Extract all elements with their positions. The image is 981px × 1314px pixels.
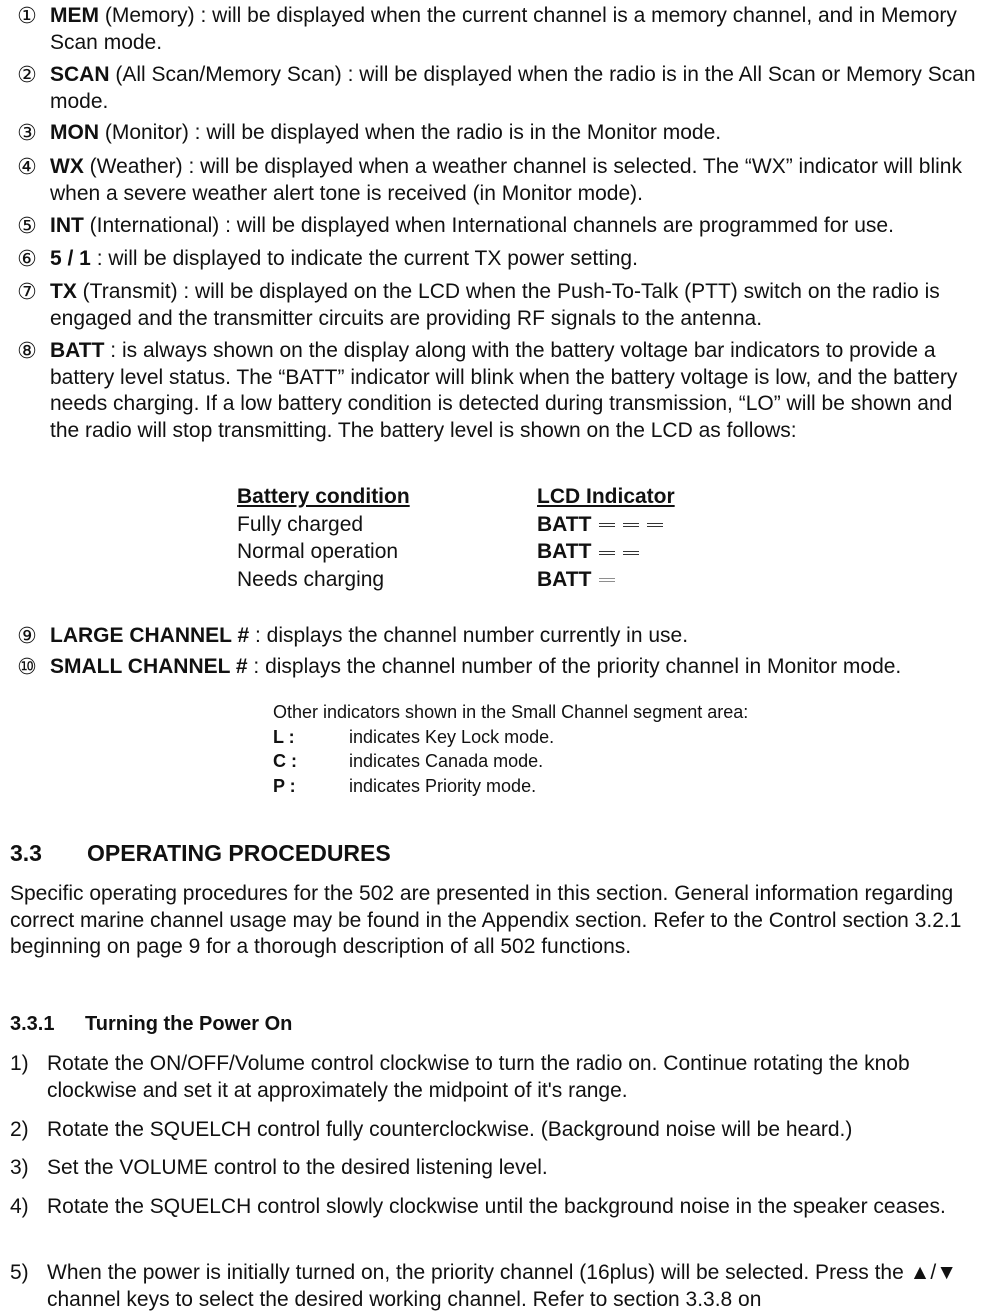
- indicator-description: : displays the channel number currently in use.: [249, 624, 689, 647]
- indicator-description: (Memory) : will be displayed when the current channel is a memory channel, and in Memory Scan mode.: [50, 4, 957, 54]
- indicator-meaning: indicates Canada mode.: [349, 751, 544, 771]
- indicator-description: (Transmit) : will be displayed on the LCD when the Push-To-Talk (PTT) switch on the radio is engaged and the transmitter circuits are providing RF signals to the antenna.: [50, 280, 940, 330]
- section-heading: [10, 840, 391, 867]
- table-row: [237, 567, 737, 595]
- subsection-number: 3.3.1: [10, 1013, 55, 1035]
- indicator-name: TX: [50, 280, 77, 303]
- item-number: ②: [17, 62, 37, 87]
- indicator-name: LARGE CHANNEL #: [50, 624, 250, 647]
- table-header-row: [237, 484, 737, 512]
- item-number: ⑦: [17, 279, 37, 304]
- section-number: 3.3: [10, 840, 42, 866]
- indicator-name: MON: [50, 121, 99, 144]
- item-number: ③: [17, 120, 37, 145]
- step-text: Rotate the SQUELCH control slowly clockwise until the background noise in the speaker ceases.: [47, 1195, 946, 1218]
- lcd-indicator-label: BATT: [537, 540, 592, 563]
- item-number: ④: [17, 154, 37, 179]
- step-text: Rotate the SQUELCH control fully counterclockwise. (Background noise will be heard.): [47, 1118, 853, 1141]
- header-battery-condition: Battery condition: [237, 485, 410, 508]
- list-item: [10, 1194, 975, 1221]
- list-item: [10, 1260, 975, 1313]
- battery-level-table: [237, 484, 737, 594]
- indicator-item-batt: [12, 338, 977, 444]
- indicator-item-wx: [12, 154, 977, 207]
- list-item: [273, 774, 973, 799]
- step-number: 4): [10, 1195, 29, 1218]
- table-row: [237, 512, 737, 540]
- item-number: ①: [17, 3, 37, 28]
- step-text: Rotate the ON/OFF/Volume control clockwise to turn the radio on. Continue rotating the knob clockwise and set it at approximately the midpoint of it's range.: [47, 1052, 910, 1102]
- indicator-description: : will be displayed to indicate the current TX power setting.: [90, 247, 638, 270]
- indicator-item-mon: [12, 120, 977, 147]
- other-indicators-intro: Other indicators shown in the Small Channel segment area:: [273, 702, 749, 722]
- subsection-title: Turning the Power On: [85, 1013, 293, 1035]
- indicator-item-power: [12, 246, 977, 273]
- table-row: [237, 539, 737, 567]
- indicator-description: (International) : will be displayed when International channels are programmed for use.: [83, 214, 894, 237]
- item-number: ⑨: [17, 623, 37, 648]
- battery-condition: Normal operation: [237, 540, 399, 563]
- list-item: [273, 725, 973, 750]
- list-item: [10, 1155, 975, 1182]
- item-number: ⑩: [17, 654, 37, 679]
- indicator-description: (All Scan/Memory Scan) : will be displayed when the radio is in the All Scan or Memory Scan mode.: [50, 63, 976, 113]
- indicator-item-small-channel: [12, 654, 977, 681]
- indicator-item-scan: [12, 62, 977, 115]
- indicator-name: SCAN: [50, 63, 110, 86]
- header-lcd-indicator: LCD Indicator: [537, 485, 675, 508]
- indicator-description: : displays the channel number of the priority channel in Monitor mode.: [247, 655, 902, 678]
- list-item: [10, 1117, 975, 1144]
- list-item: [273, 749, 973, 774]
- item-number: ⑥: [17, 246, 37, 271]
- battery-bars-icon: [599, 539, 647, 566]
- indicator-description: (Monitor) : will be displayed when the radio is in the Monitor mode.: [99, 121, 722, 144]
- indicator-item-large-channel: [12, 623, 977, 650]
- indicator-description: (Weather) : will be displayed when a weather channel is selected. The “WX” indicator will blink when a severe weather alert tone is received (in Monitor mode).: [50, 155, 962, 205]
- step-text: When the power is initially turned on, the priority channel (16plus) will be selected. Press the ▲/▼ channel keys to select the desired working channel. Refer to section 3.3.8 on: [47, 1261, 958, 1311]
- battery-condition: Fully charged: [237, 512, 364, 536]
- item-number: ⑧: [17, 338, 37, 363]
- indicator-name: 5 / 1: [50, 247, 91, 270]
- indicator-meaning: indicates Priority mode.: [349, 775, 537, 796]
- subsection-heading: [10, 1011, 292, 1038]
- indicator-name: BATT: [50, 339, 105, 362]
- step-number: 5): [10, 1261, 29, 1284]
- indicator-description: : is always shown on the display along with the battery voltage bar indicators to provide a battery level status. The “BATT” indicator will blink when the battery voltage is low, and the battery needs charging. If a low battery condition is detected during transmission, “LO” will be shown and the radio will stop transmitting. The battery level is shown on the LCD as follows:: [50, 339, 958, 442]
- step-number: 3): [10, 1156, 29, 1179]
- indicator-letter: P :: [273, 775, 296, 796]
- battery-bars-icon: [599, 567, 623, 594]
- indicator-meaning: indicates Key Lock mode.: [349, 726, 555, 747]
- step-number: 2): [10, 1118, 29, 1141]
- other-indicators: [273, 700, 973, 798]
- lcd-indicator-label: BATT: [537, 567, 592, 591]
- battery-condition: Needs charging: [237, 567, 385, 591]
- indicator-name: WX: [50, 155, 84, 178]
- indicator-item-mem: [12, 3, 977, 56]
- indicator-name: SMALL CHANNEL #: [50, 655, 248, 678]
- lcd-indicator-label: BATT: [537, 512, 592, 536]
- indicator-item-tx: [12, 279, 977, 332]
- battery-bars-icon: [599, 512, 671, 539]
- indicator-letter: L :: [273, 726, 295, 747]
- step-text: Set the VOLUME control to the desired listening level.: [47, 1156, 548, 1179]
- indicator-letter: C :: [273, 751, 297, 771]
- step-number: 1): [10, 1052, 29, 1075]
- indicator-item-int: [12, 213, 977, 240]
- indicator-name: INT: [50, 214, 84, 237]
- list-item: [10, 1051, 975, 1104]
- section-title: OPERATING PROCEDURES: [87, 840, 391, 866]
- section-body: Specific operating procedures for the 502 are presented in this section. General information regarding correct marine channel usage may be found in the Appendix section. Refer to the Control section 3.2.1 beginning on page 9 for a thorough description of all 502 functions.: [10, 882, 962, 958]
- item-number: ⑤: [17, 213, 37, 238]
- indicator-name: MEM: [50, 4, 99, 27]
